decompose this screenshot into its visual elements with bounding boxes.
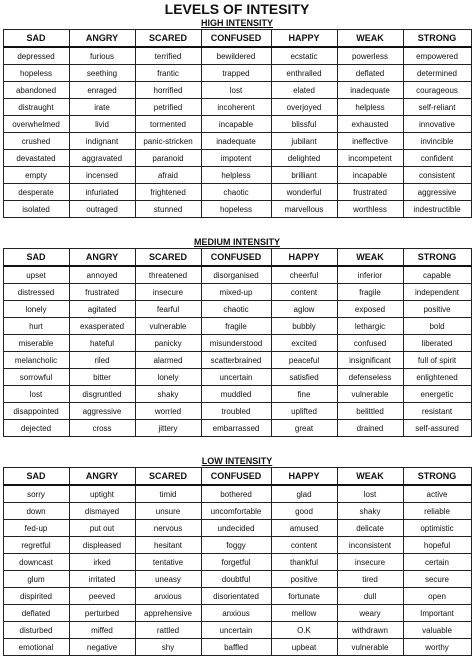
table-row [3, 82, 471, 99]
table-cell: chaotic [201, 301, 271, 318]
table-cell: negative [69, 639, 135, 656]
column-header: STRONG [403, 249, 471, 267]
table-cell: ineffective [337, 133, 403, 150]
table-cell: powerless [337, 47, 403, 65]
column-header: SAD [3, 30, 69, 48]
table-cell: irritated [69, 571, 135, 588]
table-cell: rattled [135, 622, 201, 639]
intensity-table [3, 248, 472, 437]
section-heading: MEDIUM INTENSITY [193, 237, 280, 247]
table-cell: wonderful [271, 184, 337, 201]
table-cell: dismayed [69, 503, 135, 520]
table-cell: elated [271, 82, 337, 99]
table-cell: fortunate [271, 588, 337, 605]
table-cell: mixed-up [201, 284, 271, 301]
table-cell: incapable [201, 116, 271, 133]
table-cell: secure [403, 571, 471, 588]
table-cell: shaky [135, 386, 201, 403]
table-cell: helpless [201, 167, 271, 184]
table-cell: frustrated [69, 284, 135, 301]
table-cell: outraged [69, 201, 135, 218]
table-cell: desperate [3, 184, 69, 201]
table-row [3, 301, 471, 318]
table-cell: embarrassed [201, 420, 271, 437]
table-row [3, 99, 471, 116]
table-cell: troubled [201, 403, 271, 420]
table-cell: helpless [337, 99, 403, 116]
table-cell: disorganised [201, 266, 271, 284]
column-header: SCARED [135, 468, 201, 486]
column-header: STRONG [403, 30, 471, 48]
column-header: WEAK [337, 468, 403, 486]
column-header: CONFUSED [201, 468, 271, 486]
column-header: WEAK [337, 30, 403, 48]
page-title: LEVELS OF INTESITY [164, 1, 310, 17]
table-cell: reliable [403, 503, 471, 520]
table-row [3, 605, 471, 622]
table-cell: self-assured [403, 420, 471, 437]
table-cell: liberated [403, 335, 471, 352]
table-cell: bitter [69, 369, 135, 386]
table-row [3, 386, 471, 403]
table-cell: anxious [201, 605, 271, 622]
table-cell: worthless [337, 201, 403, 218]
table-header-row [3, 468, 471, 486]
column-header: HAPPY [271, 30, 337, 48]
table-cell: exasperated [69, 318, 135, 335]
table-cell: bold [403, 318, 471, 335]
column-header: SAD [3, 468, 69, 486]
column-header: SCARED [135, 30, 201, 48]
table-row [3, 201, 471, 218]
table-cell: impotent [201, 150, 271, 167]
table-cell: tired [337, 571, 403, 588]
table-cell: misunderstood [201, 335, 271, 352]
table-cell: jubilant [271, 133, 337, 150]
table-cell: insignificant [337, 352, 403, 369]
table-cell: excited [271, 335, 337, 352]
table-cell: apprehensive [135, 605, 201, 622]
table-row [3, 403, 471, 420]
table-row [3, 520, 471, 537]
table-row [3, 116, 471, 133]
table-cell: perturbed [69, 605, 135, 622]
table-cell: emotional [3, 639, 69, 656]
table-cell: satisfied [271, 369, 337, 386]
table-cell: delighted [271, 150, 337, 167]
table-cell: distressed [3, 284, 69, 301]
table-cell: blissful [271, 116, 337, 133]
table-cell: certain [403, 554, 471, 571]
table-cell: incapable [337, 167, 403, 184]
table-cell: isolated [3, 201, 69, 218]
table-cell: indestructible [403, 201, 471, 218]
section-spacer [0, 218, 474, 236]
table-cell: timid [135, 485, 201, 503]
table-row [3, 571, 471, 588]
table-cell: withdrawn [337, 622, 403, 639]
column-header: HAPPY [271, 468, 337, 486]
section-heading: HIGH INTENSITY [200, 18, 273, 28]
table-cell: forgetful [201, 554, 271, 571]
table-cell: muddled [201, 386, 271, 403]
table-cell: active [403, 485, 471, 503]
table-cell: miffed [69, 622, 135, 639]
table-cell: lonely [135, 369, 201, 386]
table-cell: petrified [135, 99, 201, 116]
table-row [3, 65, 471, 82]
table-row [3, 485, 471, 503]
table-cell: devastated [3, 150, 69, 167]
table-cell: worthy [403, 639, 471, 656]
table-cell: frustrated [337, 184, 403, 201]
table-row [3, 622, 471, 639]
table-cell: capable [403, 266, 471, 284]
table-cell: uptight [69, 485, 135, 503]
table-cell: delicate [337, 520, 403, 537]
intensity-table [3, 29, 472, 218]
table-cell: hopeless [3, 65, 69, 82]
table-row [3, 588, 471, 605]
table-cell: fearful [135, 301, 201, 318]
table-row [3, 554, 471, 571]
table-row [3, 369, 471, 386]
table-cell: great [271, 420, 337, 437]
table-cell: marvellous [271, 201, 337, 218]
table-cell: bothered [201, 485, 271, 503]
table-cell: irate [69, 99, 135, 116]
table-cell: empowered [403, 47, 471, 65]
table-cell: cross [69, 420, 135, 437]
table-cell: terrified [135, 47, 201, 65]
table-row [3, 133, 471, 150]
table-cell: displeased [69, 537, 135, 554]
table-row [3, 150, 471, 167]
column-header: SAD [3, 249, 69, 267]
table-cell: inconsistent [337, 537, 403, 554]
table-cell: fed-up [3, 520, 69, 537]
table-cell: dispirited [3, 588, 69, 605]
table-cell: bubbly [271, 318, 337, 335]
table-cell: sorry [3, 485, 69, 503]
table-cell: defenseless [337, 369, 403, 386]
table-cell: tentative [135, 554, 201, 571]
table-cell: vulnerable [135, 318, 201, 335]
table-cell: dejected [3, 420, 69, 437]
table-cell: empty [3, 167, 69, 184]
table-cell: scatterbrained [201, 352, 271, 369]
table-cell: weary [337, 605, 403, 622]
table-cell: inadequate [201, 133, 271, 150]
table-cell: lost [201, 82, 271, 99]
table-cell: insecure [337, 554, 403, 571]
table-cell: hesitant [135, 537, 201, 554]
table-cell: incompetent [337, 150, 403, 167]
table-cell: ecstatic [271, 47, 337, 65]
column-header: CONFUSED [201, 249, 271, 267]
table-cell: tormented [135, 116, 201, 133]
table-cell: bewildered [201, 47, 271, 65]
table-row [3, 335, 471, 352]
table-cell: overjoyed [271, 99, 337, 116]
table-cell: peeved [69, 588, 135, 605]
table-cell: melancholic [3, 352, 69, 369]
table-row [3, 167, 471, 184]
table-cell: deflated [337, 65, 403, 82]
table-cell: regretful [3, 537, 69, 554]
table-cell: enthralled [271, 65, 337, 82]
table-cell: vulnerable [337, 386, 403, 403]
table-cell: enlightened [403, 369, 471, 386]
table-cell: lonely [3, 301, 69, 318]
table-cell: glad [271, 485, 337, 503]
table-cell: chaotic [201, 184, 271, 201]
table-cell: positive [271, 571, 337, 588]
table-cell: independent [403, 284, 471, 301]
table-cell: belittled [337, 403, 403, 420]
table-header-row [3, 30, 471, 48]
table-row [3, 184, 471, 201]
table-cell: fragile [201, 318, 271, 335]
table-cell: lethargic [337, 318, 403, 335]
table-cell: riled [69, 352, 135, 369]
table-cell: incensed [69, 167, 135, 184]
table-cell: determined [403, 65, 471, 82]
table-cell: anxious [135, 588, 201, 605]
table-cell: alarmed [135, 352, 201, 369]
table-row [3, 352, 471, 369]
section-heading: LOW INTENSITY [201, 456, 273, 466]
table-cell: horrified [135, 82, 201, 99]
table-cell: enraged [69, 82, 135, 99]
table-cell: trapped [201, 65, 271, 82]
table-row [3, 639, 471, 656]
table-cell: content [271, 284, 337, 301]
table-cell: cheerful [271, 266, 337, 284]
table-cell: infuriated [69, 184, 135, 201]
table-cell: Important [403, 605, 471, 622]
table-row [3, 266, 471, 284]
table-cell: aggressive [69, 403, 135, 420]
table-cell: invincible [403, 133, 471, 150]
table-cell: confused [337, 335, 403, 352]
column-header: ANGRY [69, 468, 135, 486]
table-cell: resistant [403, 403, 471, 420]
table-cell: jittery [135, 420, 201, 437]
column-header: HAPPY [271, 249, 337, 267]
table-cell: disorientated [201, 588, 271, 605]
table-cell: sorrowful [3, 369, 69, 386]
table-cell: frightened [135, 184, 201, 201]
table-cell: aggravated [69, 150, 135, 167]
column-header: ANGRY [69, 249, 135, 267]
table-cell: energetic [403, 386, 471, 403]
sections [0, 17, 474, 656]
table-cell: abandoned [3, 82, 69, 99]
table-cell: courageous [403, 82, 471, 99]
column-header: WEAK [337, 249, 403, 267]
table-cell: uncertain [201, 622, 271, 639]
table-cell: valuable [403, 622, 471, 639]
table-cell: stunned [135, 201, 201, 218]
table-cell: irked [69, 554, 135, 571]
table-cell: dull [337, 588, 403, 605]
table-cell: fragile [337, 284, 403, 301]
table-cell: baffled [201, 639, 271, 656]
table-cell: exposed [337, 301, 403, 318]
table-cell: livid [69, 116, 135, 133]
table-cell: foggy [201, 537, 271, 554]
table-cell: indignant [69, 133, 135, 150]
table-cell: vulnerable [337, 639, 403, 656]
table-cell: hurt [3, 318, 69, 335]
column-header: SCARED [135, 249, 201, 267]
table-cell: open [403, 588, 471, 605]
table-cell: inadequate [337, 82, 403, 99]
column-header: STRONG [403, 468, 471, 486]
table-cell: consistent [403, 167, 471, 184]
table-cell: agitated [69, 301, 135, 318]
table-cell: seething [69, 65, 135, 82]
table-cell: confident [403, 150, 471, 167]
section-spacer [0, 437, 474, 455]
table-cell: optimistic [403, 520, 471, 537]
table-cell: content [271, 537, 337, 554]
table-cell: annoyed [69, 266, 135, 284]
table-cell: O.K [271, 622, 337, 639]
table-cell: panicky [135, 335, 201, 352]
table-row [3, 47, 471, 65]
table-cell: hopeful [403, 537, 471, 554]
table-cell: distraught [3, 99, 69, 116]
table-cell: upset [3, 266, 69, 284]
table-cell: lost [3, 386, 69, 403]
table-cell: panic-stricken [135, 133, 201, 150]
table-cell: exhausted [337, 116, 403, 133]
table-cell: hateful [69, 335, 135, 352]
table-cell: uncomfortable [201, 503, 271, 520]
table-cell: innovative [403, 116, 471, 133]
table-cell: shy [135, 639, 201, 656]
table-cell: afraid [135, 167, 201, 184]
table-cell: miserable [3, 335, 69, 352]
table-cell: shaky [337, 503, 403, 520]
table-cell: incoherent [201, 99, 271, 116]
table-row [3, 420, 471, 437]
table-cell: furious [69, 47, 135, 65]
table-cell: thankful [271, 554, 337, 571]
intensity-table [3, 467, 472, 656]
table-cell: upbeat [271, 639, 337, 656]
table-cell: frantic [135, 65, 201, 82]
table-cell: unsure [135, 503, 201, 520]
table-cell: mellow [271, 605, 337, 622]
table-cell: uncertain [201, 369, 271, 386]
table-cell: nervous [135, 520, 201, 537]
table-cell: aglow [271, 301, 337, 318]
table-cell: threatened [135, 266, 201, 284]
table-cell: put out [69, 520, 135, 537]
table-cell: self-reliant [403, 99, 471, 116]
table-cell: depressed [3, 47, 69, 65]
table-cell: fine [271, 386, 337, 403]
table-cell: good [271, 503, 337, 520]
table-cell: disturbed [3, 622, 69, 639]
table-cell: overwhelmed [3, 116, 69, 133]
table-row [3, 503, 471, 520]
table-row [3, 537, 471, 554]
table-cell: undecided [201, 520, 271, 537]
column-header: CONFUSED [201, 30, 271, 48]
page [0, 1, 474, 656]
table-header-row [3, 249, 471, 267]
table-cell: disappointed [3, 403, 69, 420]
table-cell: paranoid [135, 150, 201, 167]
table-cell: aggressive [403, 184, 471, 201]
table-cell: hopeless [201, 201, 271, 218]
table-row [3, 318, 471, 335]
column-header: ANGRY [69, 30, 135, 48]
table-cell: crushed [3, 133, 69, 150]
table-cell: worried [135, 403, 201, 420]
table-cell: full of spirit [403, 352, 471, 369]
table-cell: positive [403, 301, 471, 318]
table-cell: deflated [3, 605, 69, 622]
table-cell: uneasy [135, 571, 201, 588]
table-cell: downcast [3, 554, 69, 571]
table-cell: drained [337, 420, 403, 437]
table-cell: inferior [337, 266, 403, 284]
table-cell: doubtful [201, 571, 271, 588]
table-cell: peaceful [271, 352, 337, 369]
table-cell: uplifted [271, 403, 337, 420]
table-cell: lost [337, 485, 403, 503]
table-cell: down [3, 503, 69, 520]
table-row [3, 284, 471, 301]
table-cell: insecure [135, 284, 201, 301]
table-cell: brilliant [271, 167, 337, 184]
table-cell: glum [3, 571, 69, 588]
table-cell: disgruntled [69, 386, 135, 403]
table-cell: amused [271, 520, 337, 537]
